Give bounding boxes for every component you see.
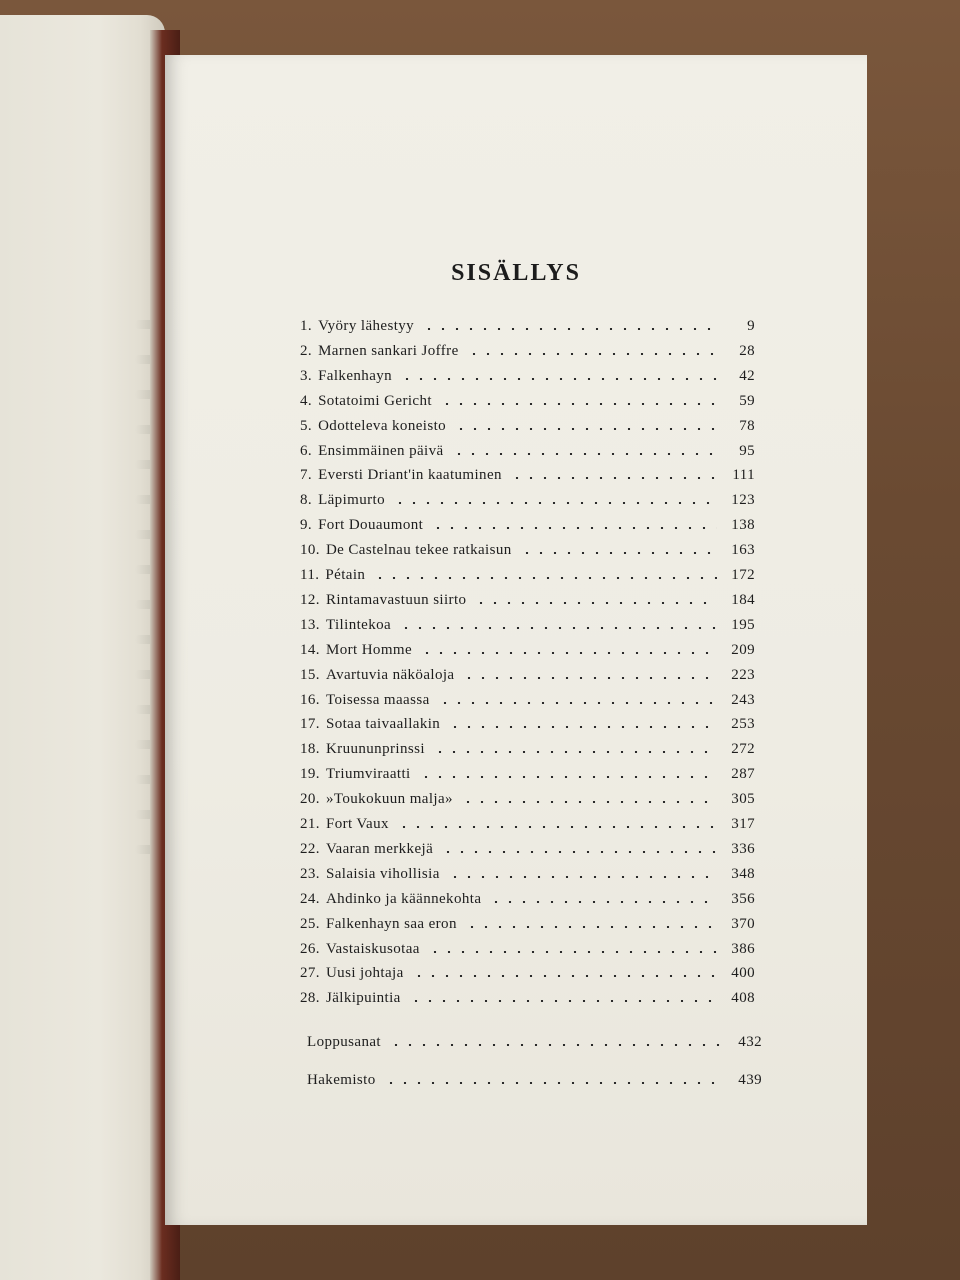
toc-entry xyxy=(300,560,755,584)
toc-entry-page: 59 xyxy=(739,392,755,409)
toc-entry-title: Eversti Driant'in kaatuminen xyxy=(318,467,502,484)
dot-leader xyxy=(489,901,717,903)
toc-entry-title: Loppusanat xyxy=(307,1034,381,1050)
toc-entry-title: Falkenhayn saa eron xyxy=(325,915,457,932)
toc-entry-number: 19. xyxy=(300,766,320,783)
toc-entry-title: Fort Douaumont xyxy=(318,517,424,534)
toc-entry-number: 25. xyxy=(300,915,320,932)
toc-entry-title: »Toukokuun malja» xyxy=(325,791,453,808)
toc-entry-page: 348 xyxy=(731,865,755,882)
toc-entry-number: 21. xyxy=(300,816,320,832)
dot-leader xyxy=(465,926,717,928)
toc-entry-number: 2. xyxy=(300,342,313,359)
dot-leader xyxy=(462,677,717,679)
toc-entry-title: Fort Vaux xyxy=(325,816,389,832)
dot-leader xyxy=(448,726,717,728)
toc-entry xyxy=(300,510,755,534)
toc-entry-page: 123 xyxy=(731,492,755,509)
toc-entry-number: 15. xyxy=(300,666,320,683)
toc-entry-title: Pétain xyxy=(325,567,366,583)
toc-entry xyxy=(300,909,755,933)
toc-entry-page: 111 xyxy=(732,467,755,484)
dot-leader xyxy=(448,876,717,878)
toc-entry xyxy=(300,610,755,634)
toc-entry xyxy=(300,485,755,509)
toc-entry-number: 28. xyxy=(300,990,320,1007)
dot-leader xyxy=(393,502,717,504)
toc-entry-page: 439 xyxy=(738,1072,762,1088)
toc-entry-page: 317 xyxy=(731,816,755,832)
toc-entry-page: 195 xyxy=(731,616,755,633)
toc-entry-page: 336 xyxy=(731,840,755,857)
toc-entry-number: 27. xyxy=(300,965,320,982)
dot-leader xyxy=(428,951,717,953)
toc-entry xyxy=(300,834,755,858)
toc-entry-page: 356 xyxy=(731,890,755,907)
toc-entry-number: 23. xyxy=(300,865,320,882)
toc-entry xyxy=(300,809,755,833)
toc-entry xyxy=(300,759,755,783)
toc-entry-page: 408 xyxy=(731,990,755,1007)
toc-entry xyxy=(300,635,755,659)
toc-entry-number: 4. xyxy=(300,392,313,409)
toc-entry-page: 28 xyxy=(739,342,755,359)
toc-entry-number: 10. xyxy=(300,542,320,559)
dot-leader xyxy=(412,975,717,977)
dot-leader xyxy=(454,428,717,430)
toc-entry xyxy=(300,734,755,758)
toc-entry-page: 432 xyxy=(738,1034,762,1050)
dot-leader xyxy=(409,1000,717,1002)
dot-leader xyxy=(420,652,717,654)
toc-entry-number: 18. xyxy=(300,741,320,758)
dot-leader xyxy=(419,776,717,778)
toc-extra-entry xyxy=(307,1065,762,1089)
right-page xyxy=(165,55,867,1225)
toc-entry-number: 22. xyxy=(300,840,320,857)
toc-entry-number: 20. xyxy=(300,791,320,808)
toc-entry-number: 5. xyxy=(300,417,313,434)
toc-entry xyxy=(300,934,755,958)
toc-entry-page: 253 xyxy=(731,716,755,733)
toc-entry-page: 386 xyxy=(731,940,755,957)
toc-entry-number: 1. xyxy=(300,318,313,334)
toc-entry xyxy=(300,859,755,883)
toc-entry-page: 9 xyxy=(747,318,755,334)
toc-entry-number: 16. xyxy=(300,691,320,708)
dot-leader xyxy=(520,552,717,554)
toc-entry-page: 172 xyxy=(731,567,755,583)
toc-entry xyxy=(300,535,755,559)
toc-entry-page: 42 xyxy=(739,367,755,384)
toc-entry-page: 243 xyxy=(731,691,755,708)
toc-entry-page: 370 xyxy=(731,915,755,932)
toc-entry xyxy=(300,685,755,709)
toc-entry-title: Vyöry lähestyy xyxy=(318,318,415,334)
toc-entry-title: Triumviraatti xyxy=(325,766,411,783)
toc-entry-title: Jälkipuintia xyxy=(325,990,401,1007)
dot-leader xyxy=(389,1044,724,1046)
dot-leader xyxy=(510,477,717,479)
toc-entry-page: 95 xyxy=(739,442,755,459)
toc-entry-number: 9. xyxy=(300,517,313,534)
toc-entry xyxy=(300,709,755,733)
toc-entry-title: Toisessa maassa xyxy=(325,691,430,708)
toc-entry-page: 305 xyxy=(731,791,755,808)
page-title: SISÄLLYS xyxy=(451,260,581,286)
toc-entry-number: 6. xyxy=(300,442,313,459)
toc-entry xyxy=(300,361,755,385)
dot-leader xyxy=(441,851,717,853)
toc-entry-title: Salaisia vihollisia xyxy=(325,865,440,882)
toc-entry-page: 163 xyxy=(731,542,755,559)
toc-entry-page: 272 xyxy=(731,741,755,758)
toc-entry-title: Ensimmäinen päivä xyxy=(318,442,444,459)
toc-entry-title: Läpimurto xyxy=(318,492,385,509)
toc-entry-title: Ahdinko ja käännekohta xyxy=(325,890,482,907)
dot-leader xyxy=(474,602,717,604)
toc-extra-entry xyxy=(307,1027,762,1051)
toc-entry-title: Sotatoimi Gericht xyxy=(318,392,432,409)
toc-entry-title: Rintamavastuun siirto xyxy=(325,591,467,608)
dot-leader xyxy=(452,453,717,455)
dot-leader xyxy=(438,702,717,704)
toc-entry-title: Falkenhayn xyxy=(318,367,393,384)
toc-entry xyxy=(300,411,755,435)
toc-entry xyxy=(300,336,755,360)
toc-entry-page: 223 xyxy=(731,666,755,683)
toc-entry xyxy=(300,460,755,484)
toc-entry xyxy=(300,386,755,410)
dot-leader xyxy=(440,403,717,405)
toc-entry-number: 7. xyxy=(300,467,313,484)
toc-entry-number: 17. xyxy=(300,716,320,733)
dot-leader xyxy=(373,577,717,579)
toc-entry-number: 12. xyxy=(300,591,320,608)
toc-entry xyxy=(300,436,755,460)
toc-entry-title: Avartuvia näköaloja xyxy=(325,666,455,683)
toc-entry-title: Mort Homme xyxy=(325,641,413,658)
toc-entry-title: Marnen sankari Joffre xyxy=(318,342,459,359)
toc-entry xyxy=(300,958,755,982)
toc-entry xyxy=(300,983,755,1007)
toc-entry-page: 209 xyxy=(731,641,755,658)
dot-leader xyxy=(461,801,717,803)
dot-leader xyxy=(431,527,717,529)
dot-leader xyxy=(397,826,717,828)
toc-entry-page: 138 xyxy=(731,517,755,534)
toc-entry-title: Vaaran merkkejä xyxy=(325,840,434,857)
toc-entry-number: 14. xyxy=(300,641,320,658)
toc-entry-title: Tilintekoa xyxy=(325,616,392,633)
toc-entry-title: Hakemisto xyxy=(307,1072,376,1088)
dot-leader xyxy=(422,328,717,330)
dot-leader xyxy=(467,353,717,355)
toc-entry xyxy=(300,884,755,908)
toc-entry-number: 24. xyxy=(300,890,320,907)
dot-leader xyxy=(433,751,717,753)
toc-entry xyxy=(300,585,755,609)
toc-entry-title: Odotteleva koneisto xyxy=(318,417,447,434)
toc-entry-title: Sotaa taivaallakin xyxy=(325,716,441,733)
toc-entry-title: Vastaiskusotaa xyxy=(325,940,420,957)
toc-entry-title: De Castelnau tekee ratkaisun xyxy=(325,542,512,559)
toc-entry-number: 8. xyxy=(300,492,313,509)
toc-entry-number: 11. xyxy=(300,567,320,583)
toc-entry-number: 13. xyxy=(300,616,320,633)
left-page xyxy=(0,15,165,1280)
toc-entry-number: 26. xyxy=(300,940,320,957)
dot-leader xyxy=(399,627,717,629)
toc-entry-title: Uusi johtaja xyxy=(325,965,404,982)
toc-entry xyxy=(300,660,755,684)
dot-leader xyxy=(384,1082,724,1084)
dot-leader xyxy=(400,378,717,380)
toc-entry-page: 78 xyxy=(739,417,755,434)
toc-entry-page: 400 xyxy=(731,965,755,982)
toc-entry-page: 184 xyxy=(731,591,755,608)
toc-entry-number: 3. xyxy=(300,367,313,384)
toc-entry-page: 287 xyxy=(731,766,755,783)
toc-entry-title: Kruununprinssi xyxy=(325,741,425,758)
toc-entry xyxy=(300,784,755,808)
toc-entry xyxy=(300,311,755,335)
